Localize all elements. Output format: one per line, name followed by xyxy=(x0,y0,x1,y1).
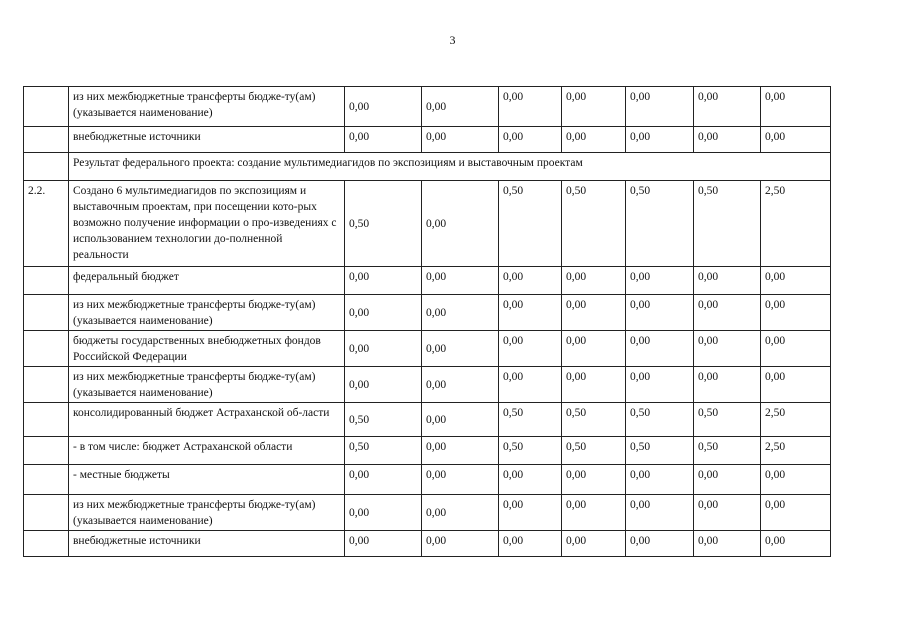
row-label: консолидированный бюджет Астраханской об-ласти xyxy=(69,403,345,437)
value-cell: 0,00 xyxy=(761,87,831,127)
value-cell: 0,00 xyxy=(761,267,831,295)
value-cell: 0,00 xyxy=(345,331,422,367)
value-cell: 0,00 xyxy=(626,127,694,153)
value-cell: 0,50 xyxy=(694,181,761,267)
value-cell: 0,00 xyxy=(422,267,499,295)
value-cell: 0,00 xyxy=(422,181,499,267)
table-row xyxy=(24,331,831,367)
value-cell: 0,00 xyxy=(499,495,562,531)
value-cell: 2,50 xyxy=(761,403,831,437)
value-cell: 0,00 xyxy=(694,87,761,127)
row-number-cell xyxy=(24,87,69,127)
value-cell: 0,00 xyxy=(562,127,626,153)
value-cell: 0,00 xyxy=(499,531,562,557)
value-cell: 0,50 xyxy=(562,403,626,437)
row-number-cell xyxy=(24,531,69,557)
row-label: внебюджетные источники xyxy=(69,531,345,557)
value-cell: 0,00 xyxy=(626,267,694,295)
value-cell: 0,00 xyxy=(626,367,694,403)
row-number-cell xyxy=(24,295,69,331)
value-cell: 0,00 xyxy=(694,331,761,367)
value-cell: 0,00 xyxy=(499,465,562,495)
value-cell: 0,00 xyxy=(499,87,562,127)
value-cell: 0,00 xyxy=(345,295,422,331)
value-cell: 0,00 xyxy=(626,331,694,367)
value-cell: 0,50 xyxy=(345,181,422,267)
value-cell: 0,00 xyxy=(422,465,499,495)
value-cell: 0,00 xyxy=(694,295,761,331)
row-label: - местные бюджеты xyxy=(69,465,345,495)
row-label: из них межбюджетные трансферты бюдже-ту(ам) (указывается наименование) xyxy=(69,367,345,403)
value-cell: 0,00 xyxy=(345,531,422,557)
value-cell: 0,00 xyxy=(562,87,626,127)
value-cell: 2,50 xyxy=(761,437,831,465)
value-cell: 0,50 xyxy=(562,181,626,267)
value-cell: 0,00 xyxy=(345,465,422,495)
value-cell: 0,50 xyxy=(499,403,562,437)
value-cell: 0,00 xyxy=(694,465,761,495)
value-cell: 0,00 xyxy=(761,127,831,153)
value-cell: 0,00 xyxy=(694,127,761,153)
table-row xyxy=(24,495,831,531)
row-number-cell xyxy=(24,403,69,437)
value-cell: 0,00 xyxy=(422,495,499,531)
value-cell: 0,00 xyxy=(562,331,626,367)
row-number-cell xyxy=(24,331,69,367)
value-cell: 0,50 xyxy=(499,437,562,465)
budget-table xyxy=(23,86,831,557)
row-label: из них межбюджетные трансферты бюдже-ту(ам) (указывается наименование) xyxy=(69,495,345,531)
value-cell: 0,00 xyxy=(626,465,694,495)
value-cell: 0,00 xyxy=(422,531,499,557)
table-row xyxy=(24,267,831,295)
value-cell: 0,00 xyxy=(694,267,761,295)
value-cell: 0,00 xyxy=(345,495,422,531)
table-row xyxy=(24,531,831,557)
row-number-cell xyxy=(24,495,69,531)
value-cell: 0,00 xyxy=(626,295,694,331)
value-cell: 0,50 xyxy=(626,437,694,465)
value-cell: 0,00 xyxy=(626,87,694,127)
value-cell: 0,00 xyxy=(694,495,761,531)
table-row xyxy=(24,403,831,437)
value-cell: 0,00 xyxy=(562,295,626,331)
value-cell: 0,00 xyxy=(345,127,422,153)
value-cell: 0,50 xyxy=(345,437,422,465)
row-number-cell xyxy=(24,465,69,495)
row-number-cell xyxy=(24,367,69,403)
value-cell: 0,00 xyxy=(422,403,499,437)
value-cell: 0,50 xyxy=(345,403,422,437)
value-cell: 0,00 xyxy=(562,465,626,495)
value-cell: 0,50 xyxy=(694,403,761,437)
table-row xyxy=(24,367,831,403)
value-cell: 0,00 xyxy=(761,465,831,495)
value-cell: 0,00 xyxy=(562,495,626,531)
value-cell: 2,50 xyxy=(761,181,831,267)
row-label: из них межбюджетные трансферты бюдже-ту(ам) (указывается наименование) xyxy=(69,87,345,127)
value-cell: 0,00 xyxy=(562,367,626,403)
row-label: федеральный бюджет xyxy=(69,267,345,295)
value-cell: 0,00 xyxy=(345,87,422,127)
value-cell: 0,00 xyxy=(562,531,626,557)
value-cell: 0,50 xyxy=(694,437,761,465)
row-number-cell: 2.2. xyxy=(24,181,69,267)
row-label: из них межбюджетные трансферты бюдже-ту(ам) (указывается наименование) xyxy=(69,295,345,331)
row-label: Создано 6 мультимедиагидов по экспозициям и выставочным проектам, при посещении кото-рых возможно получение информации о про-изведениях с использованием технологии до-полненной реальности xyxy=(69,181,345,267)
value-cell: 0,50 xyxy=(562,437,626,465)
table-row xyxy=(24,465,831,495)
row-number-cell xyxy=(24,127,69,153)
value-cell: 0,00 xyxy=(499,331,562,367)
value-cell: 0,00 xyxy=(422,127,499,153)
row-number-cell xyxy=(24,437,69,465)
value-cell: 0,00 xyxy=(761,295,831,331)
table-row xyxy=(24,127,831,153)
value-cell: 0,50 xyxy=(626,181,694,267)
row-label: внебюджетные источники xyxy=(69,127,345,153)
value-cell: 0,00 xyxy=(761,367,831,403)
value-cell: 0,00 xyxy=(422,367,499,403)
value-cell: 0,00 xyxy=(422,295,499,331)
row-label: бюджеты государственных внебюджетных фондов Российской Федерации xyxy=(69,331,345,367)
table-row xyxy=(24,295,831,331)
value-cell: 0,00 xyxy=(422,437,499,465)
value-cell: 0,50 xyxy=(626,403,694,437)
table-row xyxy=(24,437,831,465)
value-cell: 0,00 xyxy=(422,331,499,367)
value-cell: 0,00 xyxy=(562,267,626,295)
value-cell: 0,00 xyxy=(499,295,562,331)
value-cell: 0,00 xyxy=(761,331,831,367)
value-cell: 0,00 xyxy=(694,531,761,557)
page-number: 3 xyxy=(449,33,456,47)
value-cell: 0,00 xyxy=(345,367,422,403)
value-cell: 0,00 xyxy=(422,87,499,127)
table-row xyxy=(24,181,831,267)
value-cell: 0,00 xyxy=(761,531,831,557)
section-row xyxy=(24,153,831,181)
value-cell: 0,00 xyxy=(761,495,831,531)
table-row xyxy=(24,87,831,127)
value-cell: 0,00 xyxy=(499,127,562,153)
value-cell: 0,50 xyxy=(499,181,562,267)
section-title: Результат федерального проекта: создание мультимедиагидов по экспозициям и выставочным проектам xyxy=(69,153,831,181)
value-cell: 0,00 xyxy=(626,495,694,531)
value-cell: 0,00 xyxy=(499,267,562,295)
value-cell: 0,00 xyxy=(345,267,422,295)
value-cell: 0,00 xyxy=(499,367,562,403)
row-label: - в том числе: бюджет Астраханской области xyxy=(69,437,345,465)
value-cell: 0,00 xyxy=(694,367,761,403)
row-number-cell xyxy=(24,153,69,181)
row-number-cell xyxy=(24,267,69,295)
value-cell: 0,00 xyxy=(626,531,694,557)
